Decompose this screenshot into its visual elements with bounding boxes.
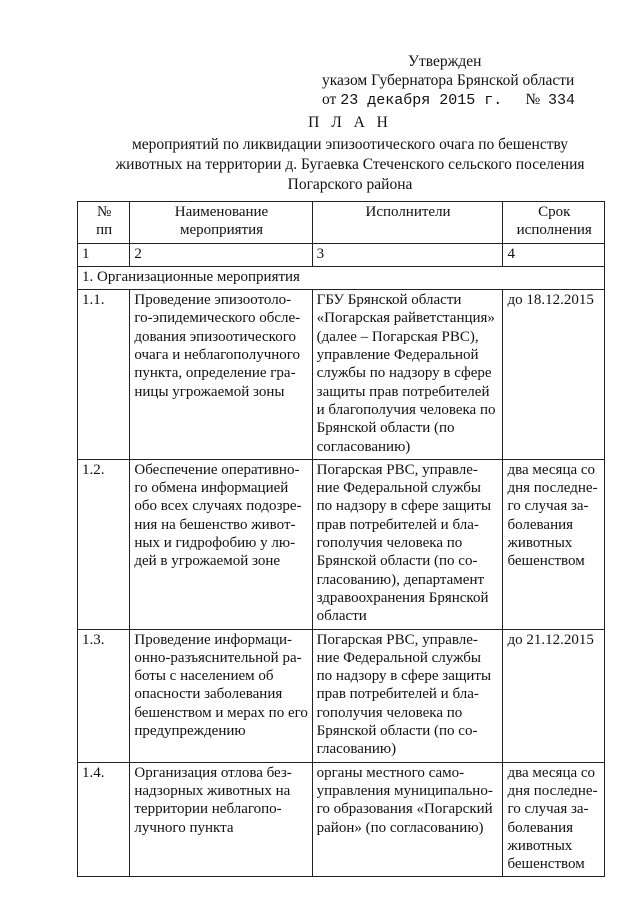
- column-number: 4: [503, 243, 605, 266]
- approval-number-sign: №: [525, 91, 541, 108]
- row-number: 1.4.: [78, 762, 130, 877]
- approval-title: Утвержден: [408, 53, 482, 70]
- section-row: [78, 266, 605, 289]
- approval-date-prefix: от: [322, 91, 337, 108]
- approval-date-line: [322, 90, 622, 110]
- plan-table: [77, 201, 605, 877]
- row-number: 1.3.: [78, 629, 130, 762]
- table-row: [78, 629, 605, 762]
- table-row: [78, 290, 605, 460]
- column-number-row: [78, 243, 605, 266]
- row-name: Обеспечение оперативно-го обмена информацией обо всех случаях подозре-ния на бешенство живот-ных и гидрофобию у лю-дей в угрожаемой зоне: [130, 459, 312, 629]
- row-name: Проведение эпизоотоло-го-эпидемического обсле-дования эпизоотического очага и неблагополучного пункта, определение гра-ницы угрожаемой зоны: [130, 290, 312, 460]
- document-heading: [70, 113, 630, 195]
- approval-number: 334: [548, 92, 576, 109]
- row-number: 1.1.: [78, 290, 130, 460]
- approval-block: [322, 52, 622, 110]
- section-title: 1. Организационные мероприятия: [78, 266, 605, 289]
- column-number: 2: [130, 243, 312, 266]
- row-name: Проведение информаци-онно-разъяснительной ра-боты с населением об опасности заболевания бешенством и мерах по его предупреждению: [130, 629, 312, 762]
- table-row: [78, 762, 605, 877]
- table-row: [78, 459, 605, 629]
- table-header-row: [78, 202, 605, 244]
- column-number: 1: [78, 243, 130, 266]
- row-executors: ГБУ Брянской области «Погарская райветстанция» (далее – Погарская РВС), управление Федеральной службы по надзору в сфере защиты прав потребителей и благополучия человека по Брянской области (по согласованию): [312, 290, 503, 460]
- document-subtitle-line-3: Погарского района: [287, 176, 413, 193]
- row-deadline: до 18.12.2015: [503, 290, 605, 460]
- row-deadline: два месяца со дня последне-го случая за-болевания животных бешенством: [503, 762, 605, 877]
- document-subtitle-line-2: животных на территории д. Бугаевка Стеченского сельского поселения: [115, 156, 585, 173]
- header-executors: Исполнители: [312, 202, 503, 244]
- row-deadline: до 21.12.2015: [503, 629, 605, 762]
- approval-authority: указом Губернатора Брянской области: [322, 72, 575, 89]
- row-name: Организация отлова без-надзорных животных на территории неблагопо-лучного пункта: [130, 762, 312, 877]
- document-subtitle-line-1: мероприятий по ликвидации эпизоотического очага по бешенству: [131, 136, 569, 153]
- row-deadline: два месяца со дня последне-го случая за-болевания животных бешенством: [503, 459, 605, 629]
- row-executors: органы местного само-управления муниципально-го образования «Погарский район» (по согласованию): [312, 762, 503, 877]
- row-executors: Погарская РВС, управле-ние Федеральной службы по надзору в сфере защиты прав потребителей и бла-гополучия человека по Брянской области (по со-гласованию): [312, 629, 503, 762]
- row-number: 1.2.: [78, 459, 130, 629]
- header-name: Наименование мероприятия: [130, 202, 312, 244]
- document-title: П Л А Н: [308, 114, 392, 131]
- column-number: 3: [312, 243, 503, 266]
- approval-date: 23 декабря 2015 г.: [340, 92, 503, 109]
- header-deadline: Срок исполнения: [503, 202, 605, 244]
- header-number: № пп: [78, 202, 130, 244]
- row-executors: Погарская РВС, управле-ние Федеральной службы по надзору в сфере защиты прав потребителей и бла-гополучия человека по Брянской области (по со-гласованию), департамент здравоохранения Брянской области: [312, 459, 503, 629]
